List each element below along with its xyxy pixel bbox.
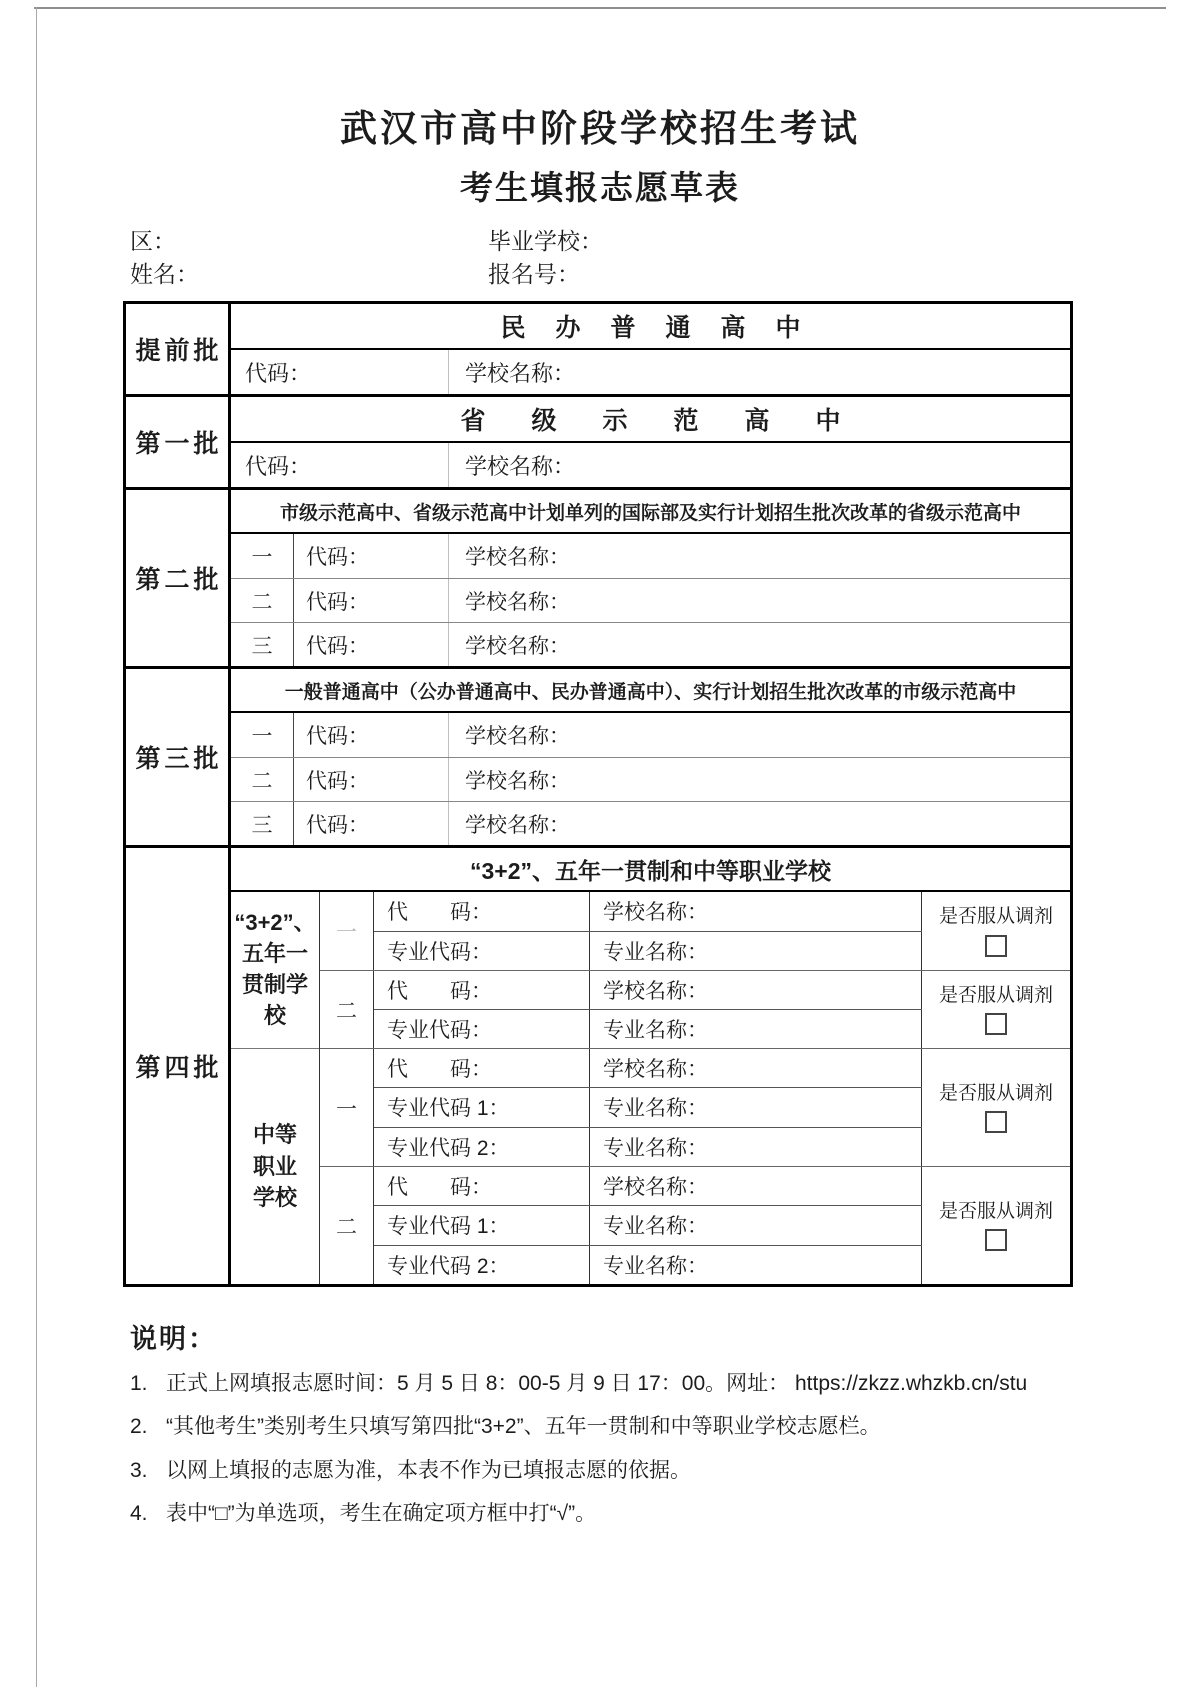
code-field-label: 代码： [231,443,449,487]
major-name-field-label: 专业名称： [590,1206,922,1244]
code-field-label: 代码： [294,623,449,666]
adjustment-consent-label: 是否服从调剂 [938,906,1053,928]
note-text: “其他考生”类别考生只填写第四批“3+2”、五年一贯制和中等职业学校志愿栏。 [166,1415,881,1439]
batch-third [126,666,1070,845]
volunteer-form-table [123,301,1073,1287]
major-code-1-field-label: 专业代码 1： [374,1206,590,1244]
scan-edge-artifact-top [34,7,1166,9]
batch-first-row [231,443,1070,487]
adjustment-consent-label: 是否服从调剂 [938,1200,1053,1222]
major-code-1-field-label: 专业代码 1： [374,1088,590,1126]
school-name-field-label: 学校名称： [590,892,922,931]
batch-first-category: 省级示范高中 [231,397,1070,443]
choice-number: 二 [320,1167,374,1284]
batch-third-category: 一般普通高中（公办普通高中、民办普通高中）、实行计划招生批次改革的市级示范高中 [231,669,1070,713]
code-field-label: 代 码： [374,1167,590,1205]
adjustment-checkbox[interactable] [985,1229,1007,1251]
code-field-label: 代 码： [374,892,590,931]
major-name-field-label: 专业名称： [590,932,922,971]
choice-number: 二 [231,579,294,622]
choice-number: 三 [231,802,294,845]
code-field-label: 代码： [231,350,449,394]
group-32-choice-1 [320,892,1070,970]
note-item-4 [130,1499,1060,1529]
batch-second-row-3 [231,622,1070,666]
choice-number: 一 [231,713,294,757]
batch-second [126,487,1070,666]
graduation-school-label: 毕业学校： [488,228,603,254]
school-name-field-label: 学校名称： [465,546,570,569]
batch-second-row-2 [231,578,1070,622]
sub-section-32-label: “3+2”、五年一贯制学校 [231,892,319,1049]
note-text: 以网上填报的志愿为准，本表不作为已填报志愿的依据。 [166,1458,691,1482]
adjustment-checkbox[interactable] [985,1111,1007,1133]
major-name-field-label: 专业名称： [590,1088,922,1126]
info-line-1 [130,225,1200,258]
note-text: 表中“□”为单选项，考生在确定项方框中打“√”。 [166,1502,597,1526]
note-item-1 [130,1369,1060,1399]
form-title-line2: 考生填报志愿草表 [460,169,740,206]
school-name-field-label: 学校名称： [465,590,570,614]
form-title-line1: 武汉市高中阶段学校招生考试 [340,108,860,149]
choice-number: 一 [320,1049,374,1166]
code-field-label: 代码： [294,579,449,622]
note-number: 3. [130,1458,148,1482]
adjustment-consent-cell [922,1049,1070,1166]
group-32-choice-2 [320,970,1070,1048]
notes-heading: 说明： [130,1324,217,1354]
choice-number: 二 [231,758,294,801]
school-name-field-label: 学校名称： [465,453,576,479]
district-label: 区： [130,228,176,254]
major-name-field-label: 专业名称： [590,1010,922,1048]
candidate-info-block [130,225,1200,291]
code-field-label: 代 码： [374,1049,590,1087]
code-field-label: 代码： [294,534,449,578]
school-name-field-label: 学校名称： [465,360,576,386]
batch-fourth-label: 第四批 [126,848,231,1284]
sub-section-secondary-vocational-label: 中等职业学校 [252,1121,297,1211]
school-name-field-label: 学校名称： [465,725,570,748]
adjustment-consent-label: 是否服从调剂 [938,984,1053,1006]
group-vocational-choice-2 [320,1166,1070,1284]
adjustment-consent-label: 是否服从调剂 [938,1082,1053,1104]
batch-second-label: 第二批 [126,490,231,666]
note-number: 1. [130,1372,148,1395]
batch-first [126,394,1070,487]
school-name-field-label: 学校名称： [590,1167,922,1205]
school-name-field-label: 学校名称： [590,971,922,1009]
major-name-field-label: 专业名称： [590,1246,922,1284]
note-item-3 [130,1456,1060,1486]
major-code-field-label: 专业代码： [374,932,590,971]
major-name-field-label: 专业名称： [590,1128,922,1166]
note-text: 正式上网填报志愿时间：5 月 5 日 8：00-5 月 9 日 17：00。网址： https://zkzz.whzkb.cn/stu [166,1372,1028,1395]
adjustment-checkbox[interactable] [985,935,1007,957]
batch-advance-row [231,350,1070,394]
choice-number: 一 [320,892,374,970]
note-number: 4. [130,1502,148,1526]
notes-section [130,1317,1060,1530]
choice-number: 二 [320,971,374,1048]
name-label: 姓名： [130,261,199,287]
school-name-field-label: 学校名称： [465,813,570,837]
note-item-2 [130,1412,1060,1442]
major-code-field-label: 专业代码： [374,1010,590,1048]
scan-edge-artifact-left [36,7,37,1687]
batch-fourth-category: “3+2”、五年一贯制和中等职业学校 [231,848,1070,892]
batch-advance [126,304,1070,394]
batch-third-label: 第三批 [126,669,231,845]
batch-third-row-3 [231,801,1070,845]
school-name-field-label: 学校名称： [590,1049,922,1087]
info-line-2 [130,258,1200,291]
choice-number: 一 [231,534,294,578]
school-name-field-label: 学校名称： [465,634,570,658]
batch-second-row-1 [231,534,1070,578]
batch-first-label: 第一批 [126,397,231,487]
code-field-label: 代 码： [374,971,590,1009]
batch-fourth [126,845,1070,1284]
adjustment-consent-cell [922,892,1070,970]
code-field-label: 代码： [294,758,449,801]
adjustment-checkbox[interactable] [985,1013,1007,1035]
adjustment-consent-cell [922,971,1070,1048]
group-vocational-choice-1 [320,1048,1070,1166]
registration-number-label: 报名号： [488,261,580,287]
batch-advance-label: 提前批 [126,304,231,394]
batch-second-category: 市级示范高中、省级示范高中计划单列的国际部及实行计划招生批次改革的省级示范高中 [231,490,1070,534]
adjustment-consent-cell [922,1167,1070,1284]
major-code-2-field-label: 专业代码 2： [374,1128,590,1166]
code-field-label: 代码： [294,802,449,845]
note-number: 2. [130,1415,148,1439]
choice-number: 三 [231,623,294,666]
batch-third-row-1 [231,713,1070,757]
batch-advance-category: 民办普通高中 [231,304,1070,350]
school-name-field-label: 学校名称： [465,769,570,793]
major-code-2-field-label: 专业代码 2： [374,1246,590,1284]
code-field-label: 代码： [294,713,449,757]
batch-third-row-2 [231,757,1070,801]
